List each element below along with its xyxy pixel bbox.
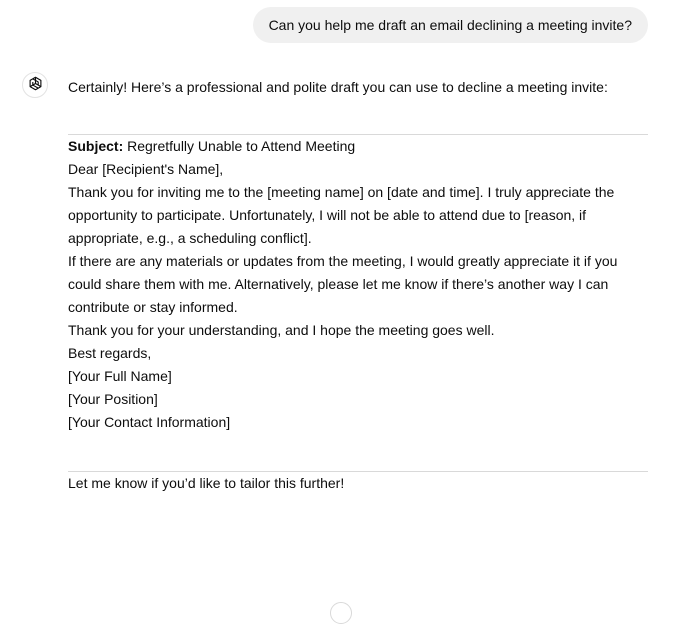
assistant-intro: Certainly! Here’s a professional and polite draft you can use to decline a meeting invite:: [68, 79, 608, 95]
signature-position: [Your Position]: [68, 391, 158, 407]
email-paragraph: Thank you for inviting me to the [meeting name] on [date and time]. I truly appreciate the opportunity to participate. Unfortunately, I will not be able to attend due to [reason, if appropriate, e.g., a scheduling conflict].: [68, 184, 615, 246]
email-subject-text: Regretfully Unable to Attend Meeting: [123, 138, 356, 154]
email-paragraph: Thank you for your understanding, and I hope the meeting goes well.: [68, 322, 495, 338]
email-subject-label: Subject:: [68, 138, 124, 154]
email-signoff-text: Best regards,: [68, 345, 152, 361]
assistant-avatar: [22, 72, 48, 98]
assistant-closing: Let me know if you’d like to tailor this further!: [68, 475, 345, 491]
signature-contact: [Your Contact Information]: [68, 414, 231, 430]
openai-logo-icon: [27, 75, 44, 95]
email-subject: [68, 135, 648, 158]
email-greeting: Dear [Recipient's Name],: [68, 161, 224, 177]
assistant-message: [68, 76, 648, 495]
user-message-text: Can you help me draft an email declining a meeting invite?: [268, 17, 632, 33]
email-signoff: [68, 342, 648, 434]
signature-name: [Your Full Name]: [68, 368, 172, 384]
scroll-down-button[interactable]: [330, 602, 352, 624]
user-message-bubble: [253, 7, 648, 43]
email-paragraph: If there are any materials or updates from the meeting, I would greatly appreciate it if you could share them with me. Alternatively, please let me know if there’s another way I can contribute or stay informed.: [68, 253, 618, 315]
